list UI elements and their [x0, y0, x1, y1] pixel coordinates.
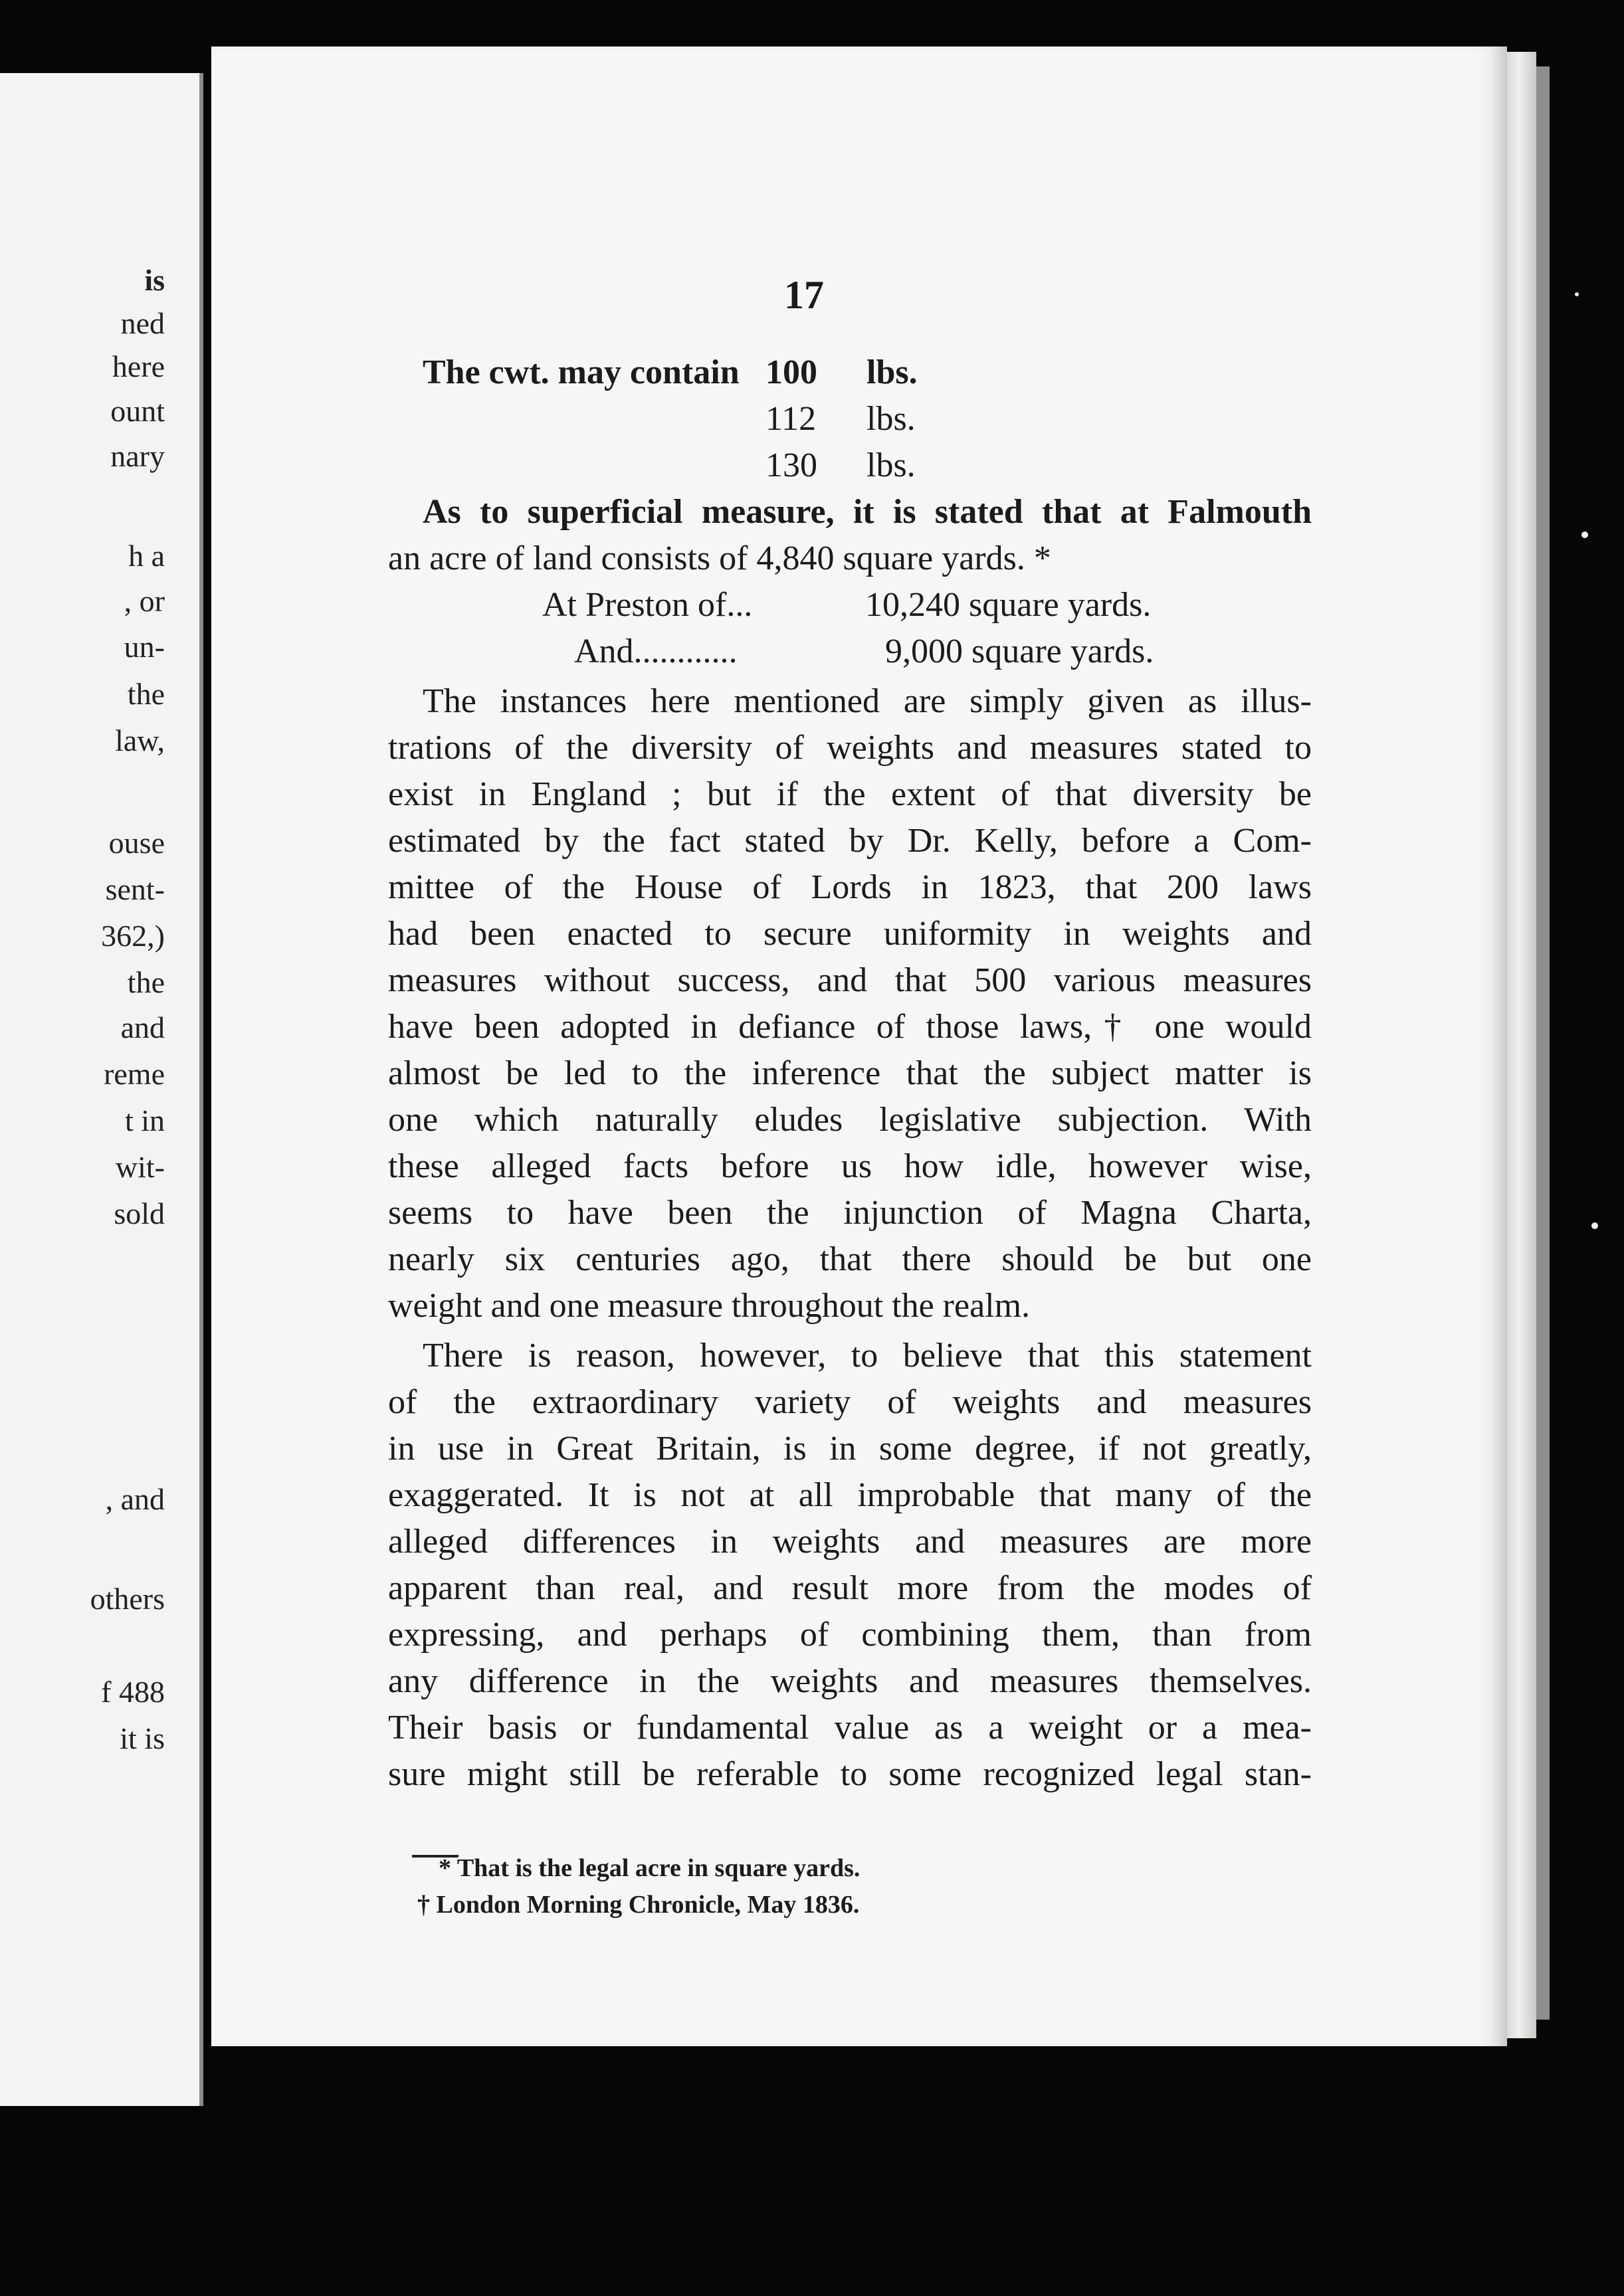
footnote-dagger: † London Morning Chronicle, May 1836.	[417, 1891, 860, 1919]
weight-value-1: 100	[765, 353, 817, 391]
left-page-fragment: un-	[124, 630, 165, 664]
text-line: apparent than real, and result more from the modes of	[388, 1569, 1312, 1607]
scan-speck	[1575, 292, 1579, 296]
left-page-fragment: the	[127, 965, 165, 999]
text-line: in use in Great Britain, is in some degree, if not greatly,	[388, 1430, 1312, 1468]
left-page-fragment: reme	[104, 1057, 165, 1091]
scan-speck	[1581, 531, 1588, 538]
left-page-fragment: sent-	[105, 872, 165, 906]
text-line: sure might still be referable to some recognized legal stan-	[388, 1755, 1312, 1793]
text-line: weight and one measure throughout the realm.	[388, 1287, 1031, 1325]
text-line: have been adopted in defiance of those laws,† one would	[388, 1008, 1312, 1046]
acre-line-preston	[388, 582, 1312, 628]
paragraph-2	[388, 1333, 1312, 1798]
left-page-fragment: ount	[110, 394, 165, 428]
text-line: these alleged facts before us how idle, however wise,	[388, 1147, 1312, 1185]
text-line: one which naturally eludes legislative subjection. With	[388, 1101, 1312, 1139]
left-page-fragment: , or	[124, 584, 165, 618]
left-page-fragment: sold	[114, 1196, 165, 1230]
text-line: trations of the diversity of weights and measures stated to	[388, 729, 1312, 767]
left-page-fragment: the	[127, 677, 165, 711]
page-edge	[1507, 52, 1536, 2038]
left-page-fragment: 362,)	[101, 919, 165, 953]
text-line: of the extraordinary variety of weights and measures	[388, 1383, 1312, 1421]
text-line: exist in England ; but if the extent of that diversity be	[388, 775, 1312, 813]
weight-unit-3: lbs.	[866, 446, 916, 484]
scan-speck	[1591, 1222, 1598, 1229]
left-page-fragment: ouse	[108, 826, 165, 860]
left-page-fragment: wit-	[115, 1150, 165, 1184]
acre-line-1: As to superficial measure, it is stated that at Falmouth	[423, 493, 1312, 531]
left-page-fragment: others	[90, 1582, 165, 1616]
text-line: estimated by the fact stated by Dr. Kelly, before a Com-	[388, 822, 1312, 860]
text-line: nearly six centuries ago, that there should be but one	[388, 1240, 1312, 1278]
left-page-fragment: is	[144, 263, 165, 297]
left-page-fragment: f 488	[101, 1675, 165, 1709]
footnote-star: * That is the legal acre in square yards.	[439, 1854, 861, 1882]
left-page-fragment: and	[120, 1010, 165, 1044]
left-page-fragment: here	[112, 349, 165, 383]
text-line: alleged differences in weights and measures are more	[388, 1523, 1312, 1561]
weights-line-2	[388, 396, 1312, 442]
text-line: any difference in the weights and measures themselves.	[388, 1662, 1312, 1700]
left-page-fragment: nary	[110, 439, 165, 473]
text-line: mittee of the House of Lords in 1823, that 200 laws	[388, 868, 1312, 906]
left-page-fragment: h a	[128, 539, 165, 573]
text-line: expressing, and perhaps of combining them, than from	[388, 1616, 1312, 1654]
text-line: The instances here mentioned are simply given as illus-	[423, 682, 1312, 720]
acre-line-and	[388, 628, 1312, 675]
and-value: 9,000 square yards.	[885, 632, 1154, 670]
page-edge-shadow	[1536, 66, 1550, 2020]
and-label: And............	[574, 632, 738, 670]
page-body	[388, 349, 1312, 1798]
paragraph-1	[388, 678, 1312, 1329]
preston-label: At Preston of...	[542, 586, 753, 624]
text-line: measures without success, and that 500 various measures	[388, 961, 1312, 999]
weights-intro: The cwt. may contain	[423, 353, 740, 391]
page-number: 17	[784, 273, 824, 317]
weight-unit-2: lbs.	[866, 400, 916, 438]
weight-unit-1: lbs.	[866, 353, 918, 391]
text-line: seems to have been the injunction of Magna Charta,	[388, 1194, 1312, 1232]
left-page-fragment: it is	[120, 1721, 165, 1755]
left-page-fragment: law,	[115, 723, 165, 757]
weights-line-3	[388, 442, 1312, 489]
text-line: almost be led to the inference that the subject matter is	[388, 1054, 1312, 1092]
acre-line-2	[388, 535, 1312, 582]
left-page	[0, 73, 203, 2106]
preston-value: 10,240 square yards.	[865, 586, 1152, 624]
weight-value-3: 130	[765, 446, 817, 484]
text-line: Their basis or fundamental value as a weight or a mea-	[388, 1709, 1312, 1747]
text-line: There is reason, however, to believe that this statement	[423, 1337, 1312, 1375]
left-page-fragment: t in	[124, 1103, 165, 1137]
acre-falmouth: an acre of land consists of 4,840 square yards. *	[388, 539, 1051, 577]
text-line: had been enacted to secure uniformity in weights and	[388, 915, 1312, 953]
left-page-fragment: ned	[120, 306, 165, 340]
weights-line-1	[388, 349, 1312, 396]
left-page-fragment: , and	[105, 1482, 165, 1516]
text-line: exaggerated. It is not at all improbable that many of the	[388, 1476, 1312, 1514]
weight-value-2: 112	[765, 400, 817, 438]
